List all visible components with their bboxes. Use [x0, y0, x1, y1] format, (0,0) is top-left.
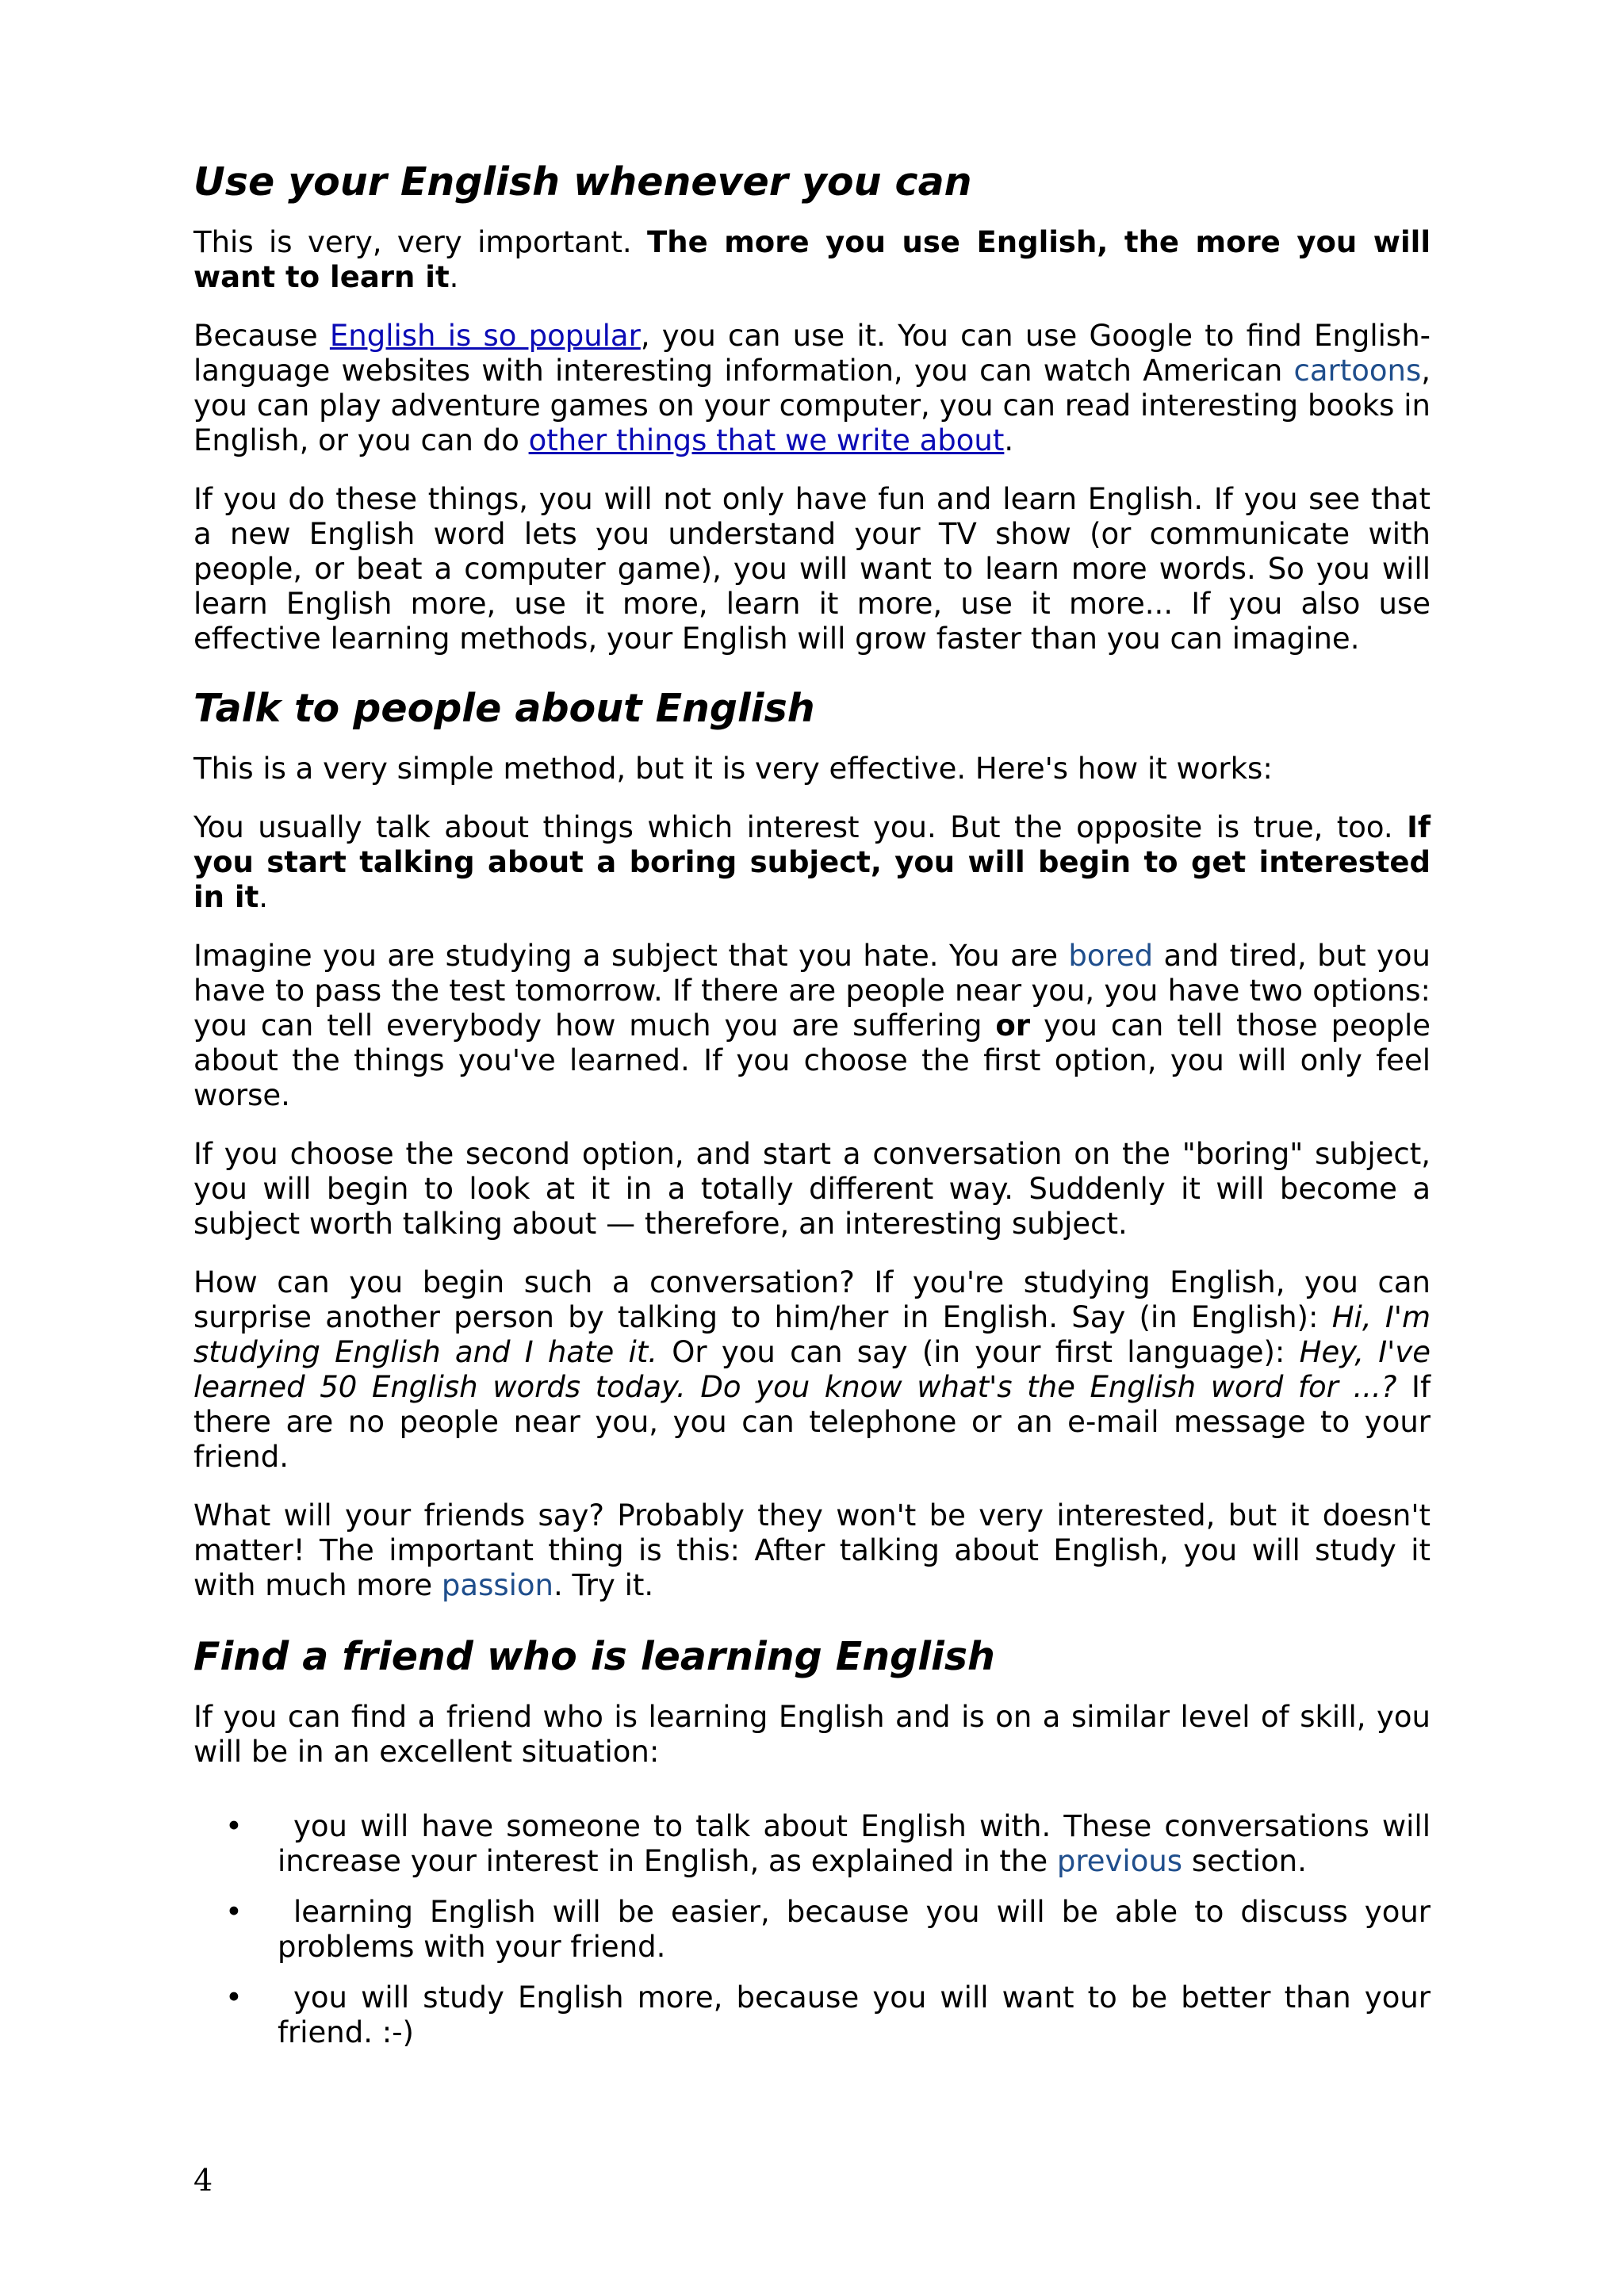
paragraph [193, 810, 1431, 915]
list-item [193, 1809, 1431, 1879]
paragraph: If you can find a friend who is learning English and is on a similar level of skill, you will be in an excellent situation: [193, 1700, 1431, 1769]
list-item [193, 1980, 1431, 2050]
text-run: and tired, but you have to pass the test tomorrow. If there are people near you, you have two options: you can tell everybody how much you are suffering [193, 939, 1431, 1043]
text-run: , you can use it. You can use Google to find English-language websites with interesting information, you can watch American [193, 319, 1431, 388]
link-english-popular[interactable]: English is so popular [329, 319, 641, 353]
list-item-text: learning English will be easier, because you will be able to discuss your problems with your friend. [278, 1895, 1431, 1964]
bold-text: If you start talking about a boring subject, you will begin to get interested in it [193, 810, 1431, 914]
glossary-link-previous[interactable]: previous [1056, 1844, 1183, 1878]
text-run: section. [1182, 1844, 1307, 1878]
text-run: you will have someone to talk about English with. These conversations will increase your interest in English, as explained in the [278, 1809, 1431, 1878]
list-item-text [278, 1809, 1431, 1879]
paragraph [193, 1498, 1431, 1603]
paragraph [193, 939, 1431, 1113]
text-run: . [1004, 423, 1014, 457]
text-run: If there are no people near you, you can telephone or an e-mail message to your friend. [193, 1370, 1431, 1474]
bullet-glyph: • [225, 1895, 243, 1929]
link-other-things[interactable]: other things that we write about [528, 423, 1005, 457]
paragraph [193, 319, 1431, 458]
bullet-list [193, 1809, 1431, 2050]
text-run: Or you can say (in your first language): [657, 1335, 1300, 1369]
text-run: What will your friends say? Probably they won't be very interested, but it doesn't matter! The important thing is this: After talking about English, you will study it with much more [193, 1498, 1431, 1602]
bullet-glyph: • [225, 1980, 243, 2015]
bold-text: The more you use English, the more you will want to learn it [193, 225, 1431, 294]
text-run: . [449, 260, 459, 294]
text-run: Because [193, 319, 330, 353]
text-run: How can you begin such a conversation? If you're studying English, you can surprise another person by talking to him/her in English. Say (in English): [193, 1265, 1431, 1334]
list-item-text: you will study English more, because you will want to be better than your friend. :-) [278, 1980, 1431, 2049]
section-heading-talk-to-people: Talk to people about English [193, 686, 815, 731]
glossary-link-cartoons[interactable]: cartoons [1293, 354, 1422, 388]
page-number: 4 [193, 2163, 213, 2198]
text-run: Imagine you are studying a subject that you hate. You are [193, 939, 1069, 973]
text-run: . [259, 880, 269, 914]
section-heading-find-friend: Find a friend who is learning English [193, 1634, 995, 1679]
list-item [193, 1895, 1431, 1965]
text-run: You usually talk about things which interest you. But the opposite is true, too. [193, 810, 1408, 844]
text-run: This is very, very important. [193, 225, 648, 259]
text-run: , you can play adventure games on your computer, you can read interesting books in English, or you can do [193, 354, 1431, 457]
document-page [193, 159, 1431, 2066]
paragraph: If you do these things, you will not only have fun and learn English. If you see that a new English word lets you understand your TV show (or communicate with people, or beat a computer game), you will want to learn more words. So you will learn English more, use it more, learn it more, use it more... If you also use effective learning methods, your English will grow faster than you can imagine. [193, 482, 1431, 656]
italic-text: Hey, I've learned 50 English words today. Do you know what's the English word for ...? [193, 1335, 1431, 1404]
paragraph: If you choose the second option, and start a conversation on the "boring" subject, you will begin to look at it in a totally different way. Suddenly it will become a subject worth talking about — therefore, an interesting subject. [193, 1137, 1431, 1241]
italic-text: Hi, I'm studying English and I hate it. [193, 1300, 1431, 1369]
paragraph: This is a very simple method, but it is very effective. Here's how it works: [193, 752, 1273, 786]
glossary-link-passion[interactable]: passion [441, 1568, 554, 1602]
bullet-glyph: • [225, 1809, 243, 1843]
paragraph [193, 1265, 1431, 1475]
section-heading-use-english: Use your English whenever you can [193, 159, 972, 205]
glossary-link-bored[interactable]: bored [1068, 939, 1154, 973]
paragraph [193, 225, 1431, 295]
text-run: you can tell those people about the things you've learned. If you choose the first option, you will only feel worse. [193, 1008, 1431, 1112]
text-run: . Try it. [553, 1568, 654, 1602]
bold-text: or [995, 1008, 1031, 1043]
